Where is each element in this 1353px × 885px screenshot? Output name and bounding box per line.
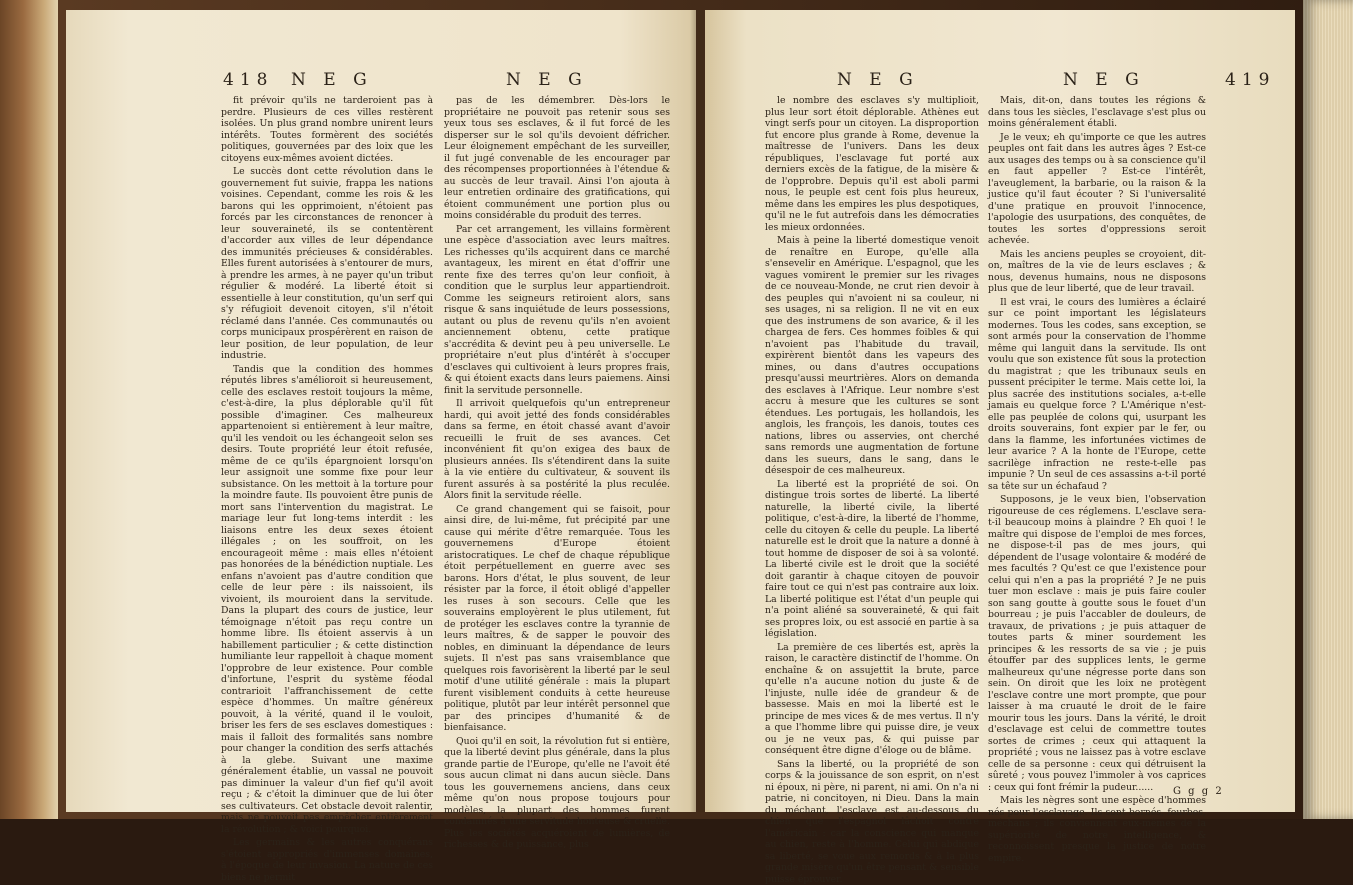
right-page — [705, 10, 1295, 812]
left-column-1 — [221, 95, 433, 800]
left-page-number: 418 — [223, 70, 273, 90]
book-page-edges — [1303, 0, 1353, 819]
paragraph: La liberté est la propriété de soi. On distingue trois sortes de liberté. La liberté naturelle, la liberté civile, la liberté politique, c'est-à-dire, la liberté de l'homme, celle du citoyen & celle du peuple. La liberté naturelle est le droit que la nature a donné à tout homme de disposer de soi à sa volonté. La liberté civile est le droit que la société doit garantir à chaque citoyen de pouvoir faire tout ce qui n'est pas contraire aux loix. La liberté politique est l'état d'un peuple qui n'a point aliéné sa souveraineté, & qui fait ses propres loix, ou est associé en partie à sa législation. — [765, 479, 979, 640]
paragraph: Tandis que la condition des hommes réputés libres s'amélioroit si heureusement, celle des esclaves restoit toujours la même, c'est-à-dire, la plus déplorable qu'il fût possible d'imaginer. Ces malheureux appartenoient si entièrement à leur maître, qu'il les vendoit ou les échangeoit selon ses desirs. Toute propriété leur étoit refusée, même de ce qu'ils épargnoient lorsqu'on leur assignoit une somme fixe pour leur subsistance. On les mettoit à la torture pour la moindre faute. Ils pouvoient être punis de mort sans l'intervention du magistrat. Le mariage leur fut long-tems interdit : les liaisons entre les deux sexes étoient illégales ; on les souffroit, on les encourageoit même : mais elles n'étoient pas honorées de la bénédiction nuptiale. Les enfans n'avoient pas d'autre condition que celle de leur père : ils naissoient, ils vivoient, ils mouroient dans la servitude. Dans la plupart des cours de justice, leur témoignage n'étoit pas reçu contre un homme libre. Ils étoient asservis à un habillement particulier ; & cette distinction humiliante leur rappelloit à chaque moment l'opprobre de leur existence. Pour comble d'infortune, l'esprit du système féodal contrarioit l'affranchissement de cette espèce d'hommes. Un maître généreux pouvoit, à la vérité, quand il le vouloit, briser les fers de ses esclaves domestiques : mais il falloit des formalités sans nombre pour changer la condition des serfs attachés à la glebe. Suivant une maxime généralement établie, un vassal ne pouvoit pas diminuer la valeur d'un fief qu'il avoit reçu ; & c'étoit la diminuer que de lui ôter ses cultivateurs. Cet obstacle devoit ralentir, mais ne pouvoit pas empêcher entièrement la révolution ; & voici pourquoi. — [221, 364, 433, 836]
paragraph: Supposons, je le veux bien, l'observation rigoureuse de ces réglemens. L'esclave sera-t-il beaucoup moins à plaindre ? Eh quoi ! le maître qui dispose de l'emploi de mes forces, ne dispose-t-il pas de mes jours, qui dépendent de l'usage volontaire & modéré de mes facultés ? Qu'est ce que l'existence pour celui qui n'en a pas la propriété ? Je ne puis tuer mon esclave : mais je puis faire couler son sang goutte à goutte sous le fouet d'un bourreau ; je puis l'accabler de douleurs, de travaux, de privations ; je puis attaquer de toutes parts & miner sourdement les principes & les ressorts de sa vie ; je puis étouffer par des supplices lents, le germe malheureux qu'une négresse porte dans son sein. On diroit que les loix ne protègent l'esclave contre une mort prompte, que pour laisser à ma cruauté le droit de le faire mourir tous les jours. Dans la vérité, le droit d'esclavage est celui de commettre toutes sortes de crimes ; ceux qui attaquent la propriété ; vous ne laissez pas à votre esclave celle de sa personne : ceux qui détruisent la sûreté ; vous pouvez l'immoler à vos caprices : ceux qui font frémir la pudeur...... — [988, 494, 1206, 793]
book-edge-left — [0, 0, 58, 819]
paragraph: Le succès dont cette révolution dans le gouvernement fut suivie, frappa les nations voisines. Cependant, comme les rois & les barons qui les opprimoient, n'étoient pas forcés par les circonstances de renoncer à leur souveraineté, ils se contentèrent d'accorder aux villes de leur dépendance des immunités précieuses & considérables. Elles furent autorisées à s'entourer de murs, à prendre les armes, à ne payer qu'un tribut régulier & modéré. La liberté étoit si essentielle à leur constitution, qu'un serf qui s'y réfugioit devenoit citoyen, s'il n'étoit réclamé dans l'année. Ces communautés ou corps municipaux prospérèrent en raison de leur position, de leur population, de leur industrie. — [221, 166, 433, 362]
right-running-head — [705, 70, 1295, 92]
paragraph: Ce grand changement qui se faisoit, pour ainsi dire, de lui-même, fut précipité par une cause qui mérite d'être remarquée. Tous les gouvernemens d'Europe étoient aristocratiques. Le chef de chaque république étoit perpétuellement en guerre avec ses barons. Hors d'état, le plus souvent, de leur résister par la force, il étoit obligé d'appeller les ruses à son secours. Celle que les souverains employèrent le plus utilement, fut de protéger les esclaves contre la tyrannie de leurs maîtres, & de sapper le pouvoir des nobles, en diminuant la dépendance de leurs sujets. Il n'est pas sans vraisemblance que quelques rois favorisèrent la liberté par le seul motif d'une utilité générale : mais la plupart furent visiblement conduits à cette heureuse politique, plutôt par leur intérêt personnel que par des principes d'humanité & de bienfaisance. — [444, 504, 670, 734]
signature-mark: G g g 2 — [1173, 786, 1224, 797]
paragraph: La première de ces libertés est, après la raison, le caractère distinctif de l'homme. On enchaîne & on assujettit la brute, parce qu'elle n'a aucune notion du juste & de l'injuste, nulle idée de grandeur & de bassesse. Mais en moi la liberté est le principe de mes vices & de mes vertus. Il n'y a que l'homme libre qui puisse dire, je veux ou je ne veux pas, & qui puisse par conséquent être digne d'éloge ou de blâme. — [765, 642, 979, 757]
left-column-2 — [444, 95, 670, 800]
paragraph: Il arrivoit quelquefois qu'un entrepreneur hardi, qui avoit jetté des fonds considérables dans sa ferme, en étoit chassé avant d'avoir recueilli le fruit de ses avances. Cet inconvénient fit qu'on exigea des baux de plusieurs années. Ils s'étendirent dans la suite à la vie entière du cultivateur, & souvent ils furent assurés à sa postérité la plus reculée. Alors finit la servitude réelle. — [444, 398, 670, 502]
paragraph: Mais les anciens peuples se croyoient, dit-on, maîtres de la vie de leurs esclaves ; & nous, devenus humains, nous ne disposons plus que de leur liberté, que de leur travail. — [988, 249, 1206, 295]
paragraph: fit prévoir qu'ils ne tarderoient pas à perdre. Plusieurs de ces villes restèrent isolées. Un plus grand nombre unirent leurs intérêts. Toutes formèrent des sociétés politiques, gouvernées par des loix que les citoyens eux-mêmes avoient dictées. — [221, 95, 433, 164]
paragraph: Mais les nègres sont une espèce d'hommes nés pour l'esclavage. Ils sont bornés, fourbes, méchans ; ils conviennent eux-mêmes de la supériorité de notre intelligence, & reconnoissent presque la justice de notre empire. — [988, 795, 1206, 864]
left-running-head — [66, 70, 696, 92]
left-page — [66, 10, 696, 812]
paragraph: Quoi qu'il en soit, la révolution fut si entière, que la liberté devint plus générale, dans la plus grande partie de l'Europe, qu'elle ne l'avoit été sous aucun climat ni dans aucun siècle. Dans tous les gouvernemens anciens, dans ceux même qu'on nous propose toujours pour modèles, la plupart des hommes furent condamnés à une servitude honteuse & cruelle. Plus les sociétés acquéroient de lumières, de richesses & de puissance, plus — [444, 736, 670, 851]
left-head-title-a: N E G — [291, 70, 373, 90]
paragraph: Sans la liberté, ou la propriété de son corps & la jouissance de son esprit, on n'est ni époux, ni père, ni parent, ni ami. On n'a ni patrie, ni concitoyen, ni Dieu. Dans la main du méchant, l'esclave est au-dessous du chien que l'espagnol lâchoit contre l'américain : car la conscience qui manque au chien, reste à l'homme. Celui qui abdique sa liberté, se voue aux remords & à la plus grande misère qu'un être pensant & sensible puisse éprouver. — [765, 759, 979, 885]
paragraph: Mais, dit-on, dans toutes les régions & dans tous les siècles, l'esclavage s'est plus ou moins généralement établi. — [988, 95, 1206, 130]
paragraph: Les germains & les autres conquérans s'étoient appropriés d'immenses domaines, à l'époque de leur invasion. La nature de ces biens ne permit — [221, 837, 433, 883]
paragraph: Par cet arrangement, les villains formèrent une espèce d'association avec leurs maîtres. Les richesses qu'ils acquirent dans ce marché avantageux, les mirent en état d'offrir une rente fixe des terres qu'on leur confioit, à condition que le surplus leur appartiendroit. Comme les seigneurs retiroient alors, sans risque & sans inquiétude de leurs possessions, autant ou plus de revenu qu'ils n'en avoient anciennement obtenu, cette pratique s'accrédita & devint peu à peu universelle. Le propriétaire n'eut plus d'intérêt à s'occuper d'esclaves qui cultivoient à leurs propres frais, & qui étoient exacts dans leurs paiemens. Ainsi finit la servitude personnelle. — [444, 224, 670, 397]
paragraph: Il est vrai, le cours des lumières a éclairé sur ce point important les législateurs modernes. Tous les codes, sans exception, se sont armés pour la conservation de l'homme même qui languit dans la servitude. Ils ont voulu que son existence fût sous la protection du magistrat ; que les tribunaux seuls en pussent précipiter le terme. Mais cette loi, la plus sacrée des institutions sociales, a-t-elle jamais eu quelque force ? L'Amérique n'est-elle pas peuplée de colons qui, usurpant les droits souverains, font expier par le fer, ou dans la flamme, les infortunées victimes de leur avarice ? A la honte de l'Europe, cette sacrilège infraction ne reste-t-elle pas impunie ? Un seul de ces assassins a-t-il porté sa tête sur un échafaud ? — [988, 297, 1206, 493]
right-column-2 — [988, 95, 1206, 785]
right-column-1 — [765, 95, 979, 800]
paragraph: le nombre des esclaves s'y multiplioit, plus leur sort étoit déplorable. Athènes eut vingt serfs pour un citoyen. La disproportion fut encore plus grande à Rome, devenue la maîtresse de l'univers. Dans les deux républiques, l'esclavage fut porté aux derniers excès de la fatigue, de la misère & de l'opprobre. Depuis qu'il est aboli parmi nous, le peuple est cent fois plus heureux, même dans les empires les plus despotiques, qu'il ne le fut autrefois dans les démocraties les mieux ordonnées. — [765, 95, 979, 233]
paragraph: Je le veux; eh qu'importe ce que les autres peuples ont fait dans les autres âges ? Est-ce aux usages des temps ou à sa conscience qu'il en faut appeller ? Est-ce l'intérêt, l'aveuglement, la barbarie, ou la raison & la justice qu'il faut écouter ? Si l'universalité d'une pratique en prouvoit l'innocence, l'apologie des usurpations, des conquêtes, de toutes les sortes d'oppressions seroit achevée. — [988, 132, 1206, 247]
paragraph: Mais à peine la liberté domestique venoit de renaître en Europe, qu'elle alla s'ensevelir en Amérique. L'espagnol, que les vagues vomirent le premier sur les rivages de ce nouveau-Monde, ne crut rien devoir à des peuples qui n'avoient ni sa couleur, ni ses usages, ni sa religion. Il ne vit en eux que des instrumens de son avarice, & il les chargea de fers. Ces hommes foibles & qui n'avoient pas l'habitude du travail, expirèrent bientôt dans les vapeurs des mines, ou dans d'autres occupations presqu'aussi meurtrières. Alors on demanda des esclaves à l'Afrique. Leur nombre s'est accru à mesure que les cultures se sont étendues. Les portugais, les hollandois, les anglois, les françois, les danois, toutes ces nations, libres ou asservies, ont cherché sans remords une augmentation de fortune dans les sueurs, dans le sang, dans le désespoir de ces malheureux. — [765, 235, 979, 477]
left-head-title-b: N E G — [506, 70, 588, 90]
paragraph: pas de les démembrer. Dès-lors le propriétaire ne pouvoit pas retenir sous ses yeux tous ses esclaves, & il fut forcé de les disperser sur le sol qu'ils devoient défricher. Leur éloignement empêchant de les surveiller, il fut jugé convenable de les encourager par des récompenses proportionnées à l'étendue & au succès de leur travail. Ainsi l'on ajouta à leur entretien ordinaire des gratifications, qui étoient communément une portion plus ou moins considérable du produit des terres. — [444, 95, 670, 222]
right-page-number: 419 — [1225, 70, 1275, 90]
right-head-title-a: N E G — [837, 70, 919, 90]
right-head-title-b: N E G — [1063, 70, 1145, 90]
